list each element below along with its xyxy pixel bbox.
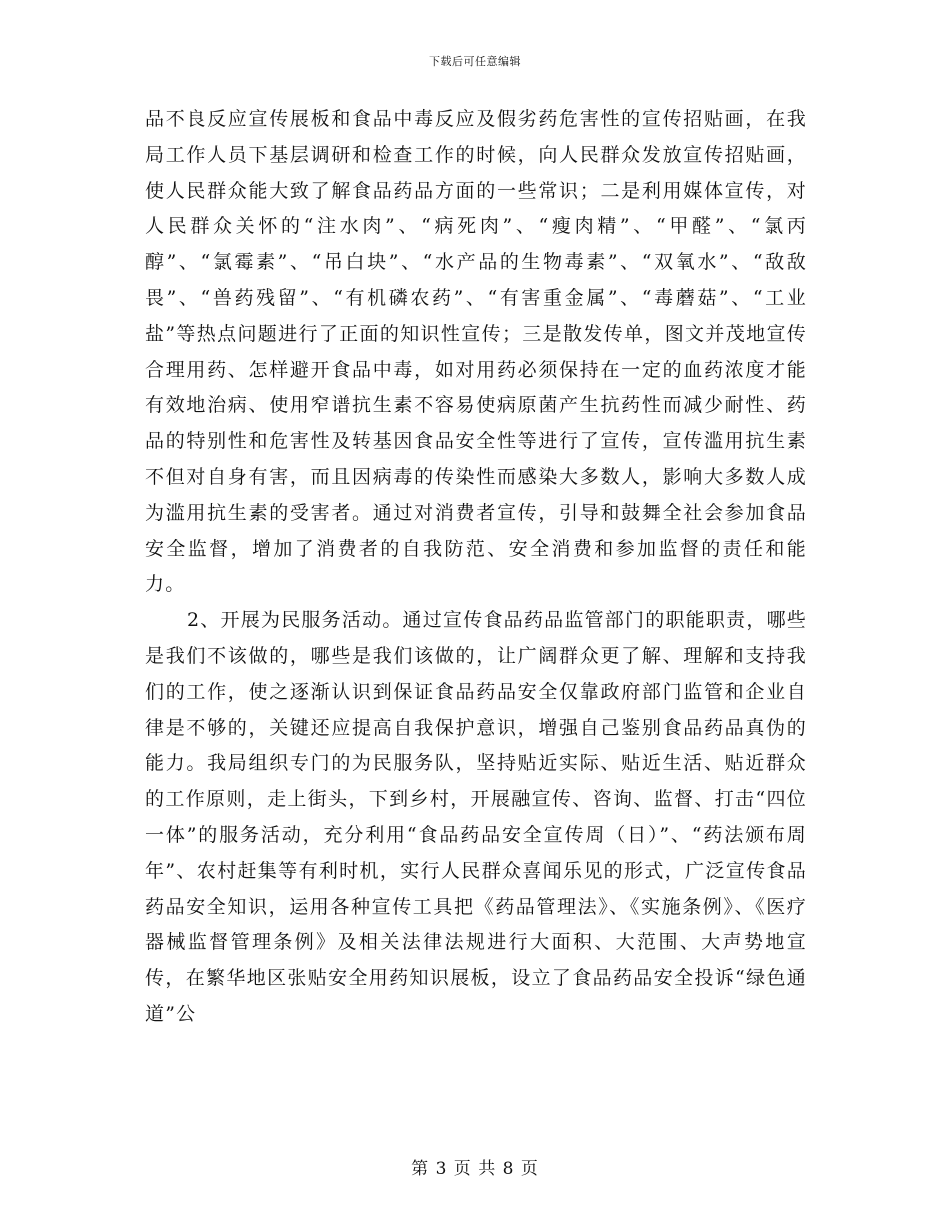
paragraph-1: 品不良反应宣传展板和食品中毒反应及假劣药危害性的宣传招贴画，在我局工作人员下基层调研和检查工作的时候，向人民群众发放宣传招贴画，使人民群众能大致了解食品药品方面的一些常识；二是利用媒体宣传，对人民群众关怀的“注水肉”、“病死肉”、“瘦肉精”、“甲醛”、“氯丙醇”、“氯霉素”、“吊白块”、“水产品的生物毒素”、“双氧水”、“敌敌畏”、“兽药残留”、“有机磷农药”、“有害重金属”、“毒蘑菇”、“工业盐”等热点问题进行了正面的知识性宣传；三是散发传单，图文并茂地宣传合理用药、怎样避开食品中毒，如对用药必须保持在一定的血药浓度才能有效地治病、使用窄谱抗生素不容易使病原菌产生抗药性而减少耐性、药品的特别性和危害性及转基因食品安全性等进行了宣传，宣传滥用抗生素不但对自身有害，而且因病毒的传染性而感染大多数人，影响大多数人成为滥用抗生素的受害者。通过对消费者宣传，引导和鼓舞全社会参加食品安全监督，增加了消费者的自我防范、安全消费和参加监督的责任和能力。 xyxy=(145,108,807,596)
document-body xyxy=(145,102,807,1033)
page-footer: 第 3 页 共 8 页 xyxy=(411,1159,539,1179)
paragraph-2: 2、开展为民服务活动。通过宣传食品药品监管部门的职能职责，哪些是我们不该做的，哪些是我们该做的，让广阔群众更了解、理解和支持我们的工作，使之逐渐认识到保证食品药品安全仅靠政府部门监管和企业自律是不够的，关键还应提高自我保护意识，增强自己鉴别食品药品真伪的能力。我局组织专门的为民服务队，坚持贴近实际、贴近生活、贴近群众的工作原则，走上街头，下到乡村，开展融宣传、咨询、监督、打击“四位一体”的服务活动，充分利用“食品药品安全宣传周（日）”、“药法颁布周年”、农村赶集等有利时机，实行人民群众喜闻乐见的形式，广泛宣传食品药品安全知识，运用各种宣传工具把《药品管理法》、《实施条例》、《医疗器械监督管理条例》及相关法律法规进行大面积、大范围、大声势地宣传，在繁华地区张贴安全用药知识展板，设立了食品药品安全投诉“绿色通道”公 xyxy=(145,609,807,1025)
page-header: 下载后可任意编辑 xyxy=(429,55,521,68)
